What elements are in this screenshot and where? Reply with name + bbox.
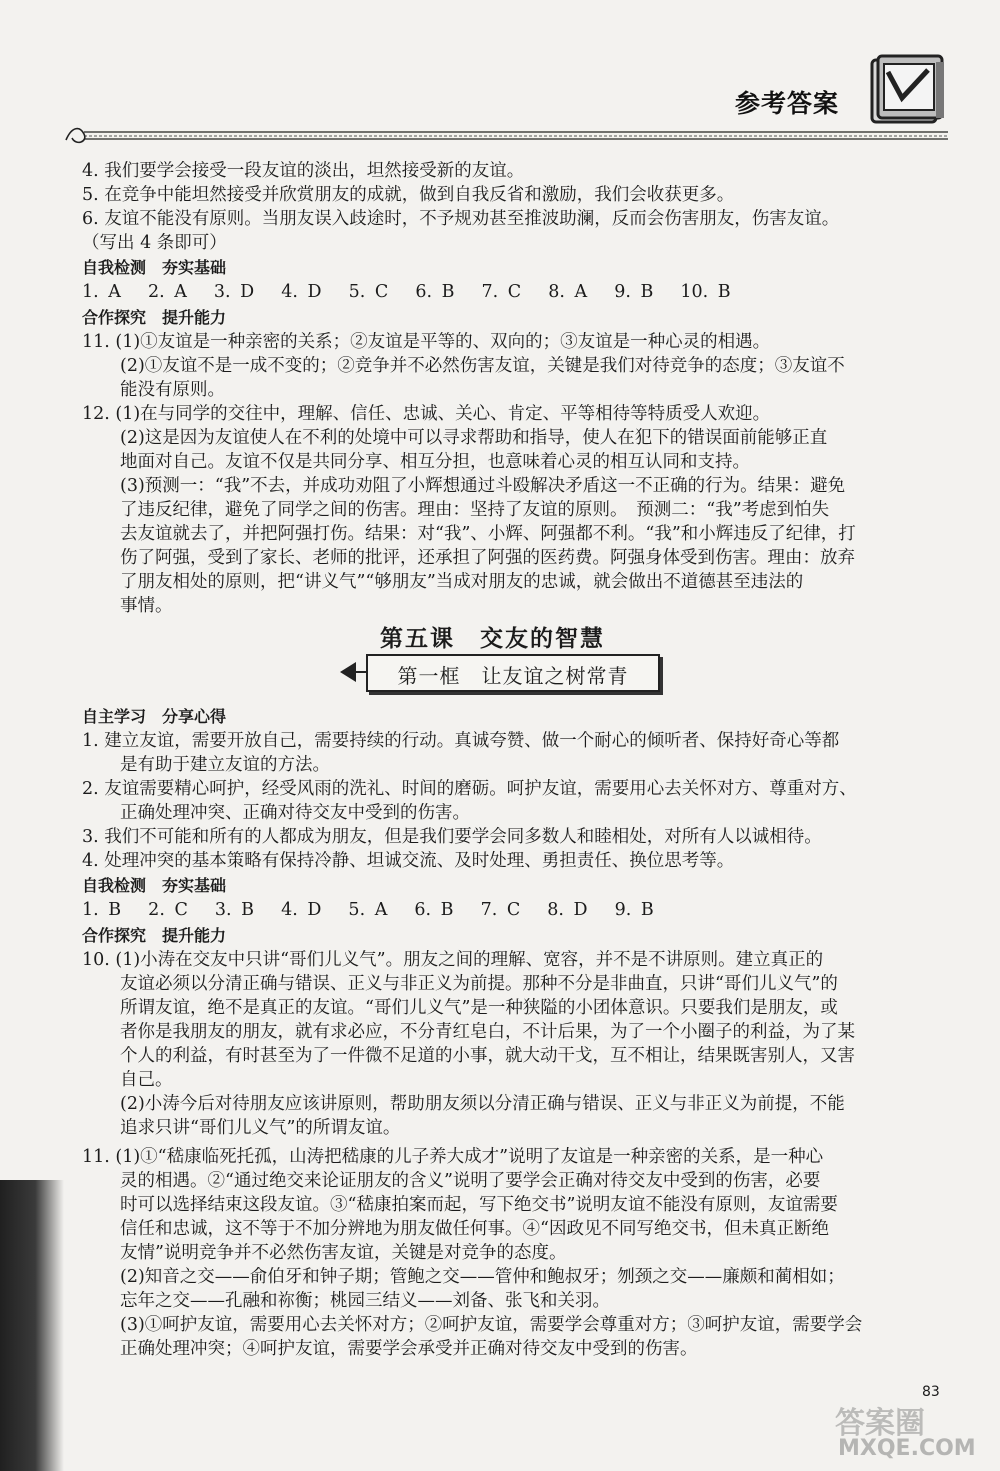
header-title: 参考答案: [735, 89, 840, 118]
section-title: 第一框 让友谊之树常青: [397, 664, 629, 688]
text-line: 2. 友谊需要精心呵护，经受风雨的洗礼、时间的磨砺。呵护友谊，需要用心去关怀对方、尊重对方、: [82, 779, 857, 799]
text-line: 个人的利益，有时甚至为了一件微不足道的小事，就大动干戈，互不相让，结果既害别人，又害: [120, 1046, 855, 1066]
text-line: 信任和忠诚，这不等于不加分辨地为朋友做任何事。④“因政见不同写绝交书，但未真正断绝: [120, 1219, 829, 1239]
text-line: 是有助于建立友谊的方法。: [120, 755, 330, 775]
text-line: (3)①呵护友谊，需要用心去关怀对方；②呵护友谊，需要学会尊重对方；③呵护友谊，需要学会: [120, 1315, 863, 1335]
text-line: 4. 我们要学会接受一段友谊的淡出，坦然接受新的友谊。: [82, 161, 525, 181]
text-line: 了违反纪律，避免了同学之间的伤害。理由：坚持了友谊的原则。 预测二：“我”考虑到怕失: [120, 500, 830, 520]
text-line: 6. 友谊不能没有原则。当朋友误入歧途时，不予规劝甚至推波助澜，反而会伤害朋友，伤害友谊。: [82, 209, 840, 229]
text-line: 自己。: [120, 1070, 173, 1090]
text-line: 10. (1)小涛在交友中只讲“哥们儿义气”。朋友之间的理解、宽容，并不是不讲原则。建立真正的: [82, 950, 824, 970]
text-line: （写出 4 条即可）: [82, 233, 227, 253]
text-line: 时可以选择结束这段友谊。③“嵇康拍案而起，写下绝交书”说明友谊不能没有原则，友谊需要: [120, 1195, 838, 1215]
watermark-url: MXQE.COM: [838, 1436, 976, 1461]
answer-row: 1. A 2. A 3. D 4. D 5. C 6. B 7. C 8. A 9. B 10. B: [82, 282, 731, 302]
text-line: (2)知音之交——俞伯牙和钟子期；管鲍之交——管仲和鲍叔牙；刎颈之交——廉颇和蔺相如；: [120, 1267, 845, 1287]
section-heading: 自主学习 分享心得: [82, 707, 227, 726]
text-line: 能没有原则。: [120, 380, 225, 400]
lesson-title: 第五课 交友的智慧: [380, 626, 605, 652]
text-line: 所谓友谊，绝不是真正的友谊。“哥们儿义气”是一种狭隘的小团体意识。只要我们是朋友，或: [120, 998, 838, 1018]
answer-row: 1. B 2. C 3. B 4. D 5. A 6. B 7. C 8. D 9. B: [82, 900, 654, 920]
text-line: 12. (1)在与同学的交往中，理解、信任、忠诚、关心、肯定、平等相待等特质受人欢迎。: [82, 404, 771, 424]
text-line: 灵的相遇。②“通过绝交来论证朋友的含义”说明了要学会正确对待交友中受到的伤害，必要: [120, 1171, 821, 1191]
text-line: 11. (1)①友谊是一种亲密的关系；②友谊是平等的、双向的；③友谊是一种心灵的相遇。: [82, 332, 771, 352]
text-line: 1. 建立友谊，需要开放自己，需要持续的行动。真诚夸赞、做一个耐心的倾听者、保持好奇心等都: [82, 731, 840, 751]
book-icon: [858, 52, 948, 130]
text-line: 4. 处理冲突的基本策略有保持冷静、坦诚交流、及时处理、勇担责任、换位思考等。: [82, 851, 735, 871]
text-line: 忘年之交——孔融和祢衡；桃园三结义——刘备、张飞和关羽。: [120, 1291, 610, 1311]
text-line: (2)小涛今后对待朋友应该讲原则，帮助朋友须以分清正确与错误、正义与非正义为前提，不能: [120, 1094, 845, 1114]
text-line: 地面对自己。友谊不仅是共同分享、相互分担，也意味着心灵的相互认同和支持。: [120, 452, 750, 472]
text-line: 正确处理冲突；④呵护友谊，需要学会承受并正确对待交友中受到的伤害。: [120, 1339, 698, 1359]
text-line: 了朋友相处的原则，把“讲义气”“够朋友”当成对朋友的忠诚，就会做出不道德甚至违法的: [120, 572, 804, 592]
text-line: 正确处理冲突、正确对待交友中受到的伤害。: [120, 803, 470, 823]
text-line: 友情”说明竞争并不必然伤害友谊，关键是对竞争的态度。: [120, 1243, 567, 1263]
text-line: 者你是我朋友的朋友，就有求必应，不分青红皂白，不计后果，为了一个小圈子的利益，为了某: [120, 1022, 855, 1042]
text-line: (3)预测一：“我”不去，并成功劝阻了小辉想通过斗殴解决矛盾这一不正确的行为。结果：避免: [120, 476, 846, 496]
text-line: 5. 在竞争中能坦然接受并欣赏朋友的成就，做到自我反省和激励，我们会收获更多。: [82, 185, 735, 205]
text-line: 友谊必须以分清正确与错误、正义与非正义为前提。那种不分是非曲直，只讲“哥们儿义气”的: [120, 974, 838, 994]
text-line: 追求只讲“哥们儿义气”的所谓友谊。: [120, 1118, 401, 1138]
text-line: 去友谊就去了，并把阿强打伤。结果：对“我”、小辉、阿强都不利。“我”和小辉违反了纪律，打: [120, 524, 856, 544]
text-line: 伤了阿强，受到了家长、老师的批评，还承担了阿强的医药费。阿强身体受到伤害。理由：放弃: [120, 548, 855, 568]
text-line: (2)这是因为友谊使人在不利的处境中可以寻求帮助和指导，使人在犯下的错误面前能够正直: [120, 428, 828, 448]
section-heading: 合作探究 提升能力: [82, 926, 227, 945]
text-line: 11. (1)①“嵇康临死托孤，山涛把嵇康的儿子养大成才”说明了友谊是一种亲密的关系，是一种心: [82, 1147, 824, 1167]
text-line: 事情。: [120, 596, 173, 616]
section-heading: 合作探究 提升能力: [82, 308, 227, 327]
page-edge-shadow: [0, 1180, 64, 1471]
page-number: 83: [922, 1384, 940, 1400]
section-heading: 自我检测 夯实基础: [82, 876, 227, 895]
watermark-logo: 答案圈: [835, 1406, 925, 1441]
section-banner: [340, 654, 670, 696]
text-line: 3. 我们不可能和所有的人都成为朋友，但是我们要学会同多数人和睦相处，对所有人以诚相待。: [82, 827, 822, 847]
text-line: (2)①友谊不是一成不变的；②竞争并不必然伤害友谊，关键是我们对待竞争的态度；③友谊不: [120, 356, 845, 376]
section-heading: 自我检测 夯实基础: [82, 258, 227, 277]
